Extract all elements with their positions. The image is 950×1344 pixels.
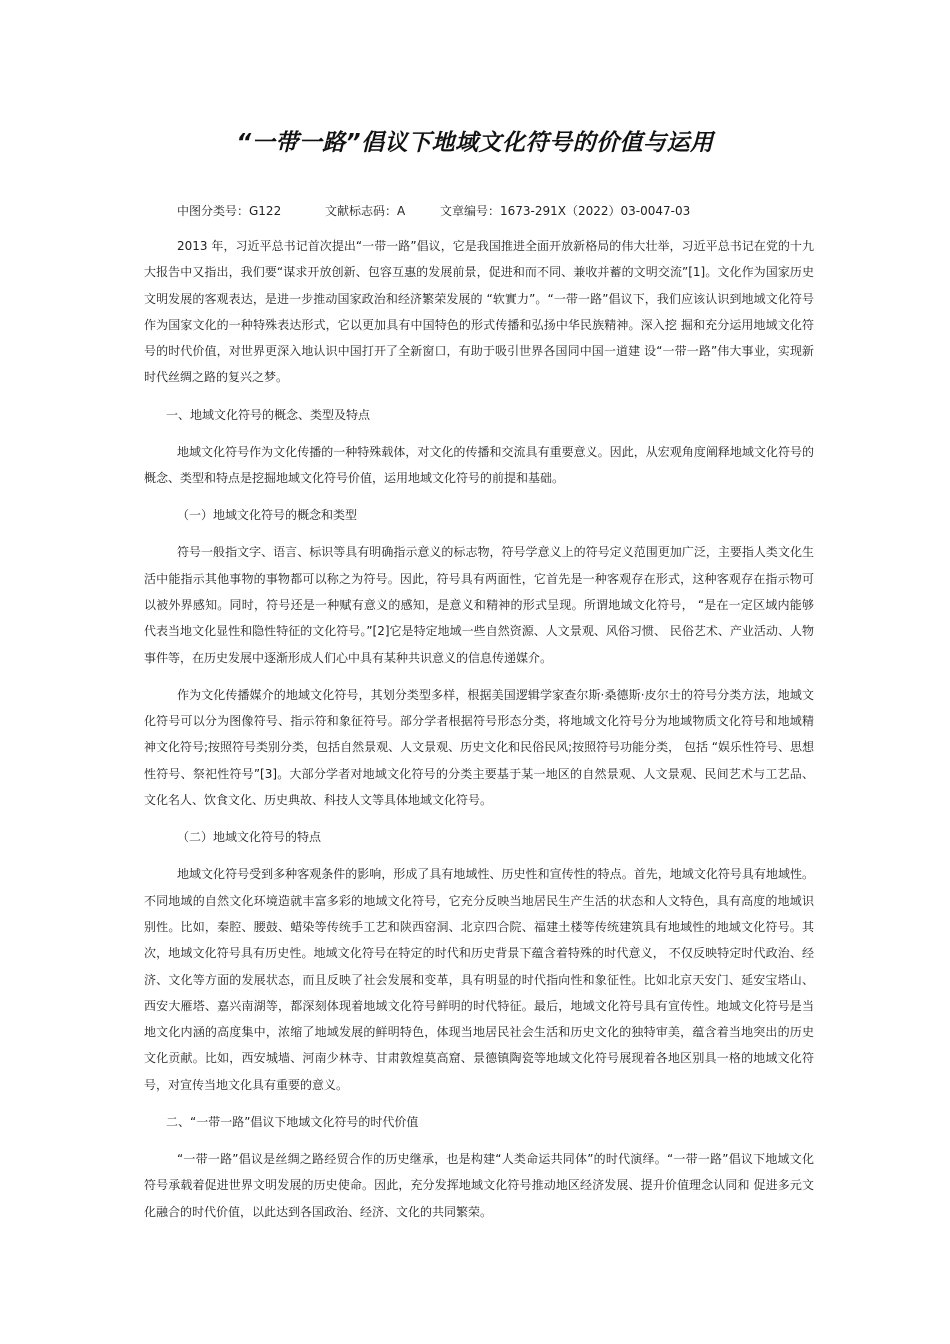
section-1-lead: 地域文化符号作为文化传播的一种特殊载体，对文化的传播和交流具有重要意义。因此，从宏观角度阐释地域文化符号的概念、类型和特点是挖掘地域文化符号价值，运用地域文化符号的前提和基础。 [144, 444, 814, 486]
section-1-heading: 一、地域文化符号的概念、类型及特点 [166, 407, 371, 422]
document-code: 文献标志码：A [325, 204, 406, 218]
article-meta [177, 202, 690, 219]
clc-number: 中图分类号：G122 [177, 204, 282, 218]
section-2-lead: “一带一路”倡议是丝绸之路经贸合作的历史继承，也是构建“人类命运共同体”的时代演绎。“一带一路”倡议下地域文化符号承载着促进世界文明发展的历史使命。因此，充分发挥地域文化符号推动地区经济发展、提升价值理念认同和 促进多元文化融合的时代价值，以此达到各国政治、经济、文化的共同繁荣。 [144, 1152, 814, 1219]
article-number: 文章编号：1673-291X（2022）03-0047-03 [440, 204, 691, 218]
section-2-heading: 二、“一带一路”倡议下地域文化符号的时代价值 [166, 1115, 419, 1130]
subsection-2-heading: （二）地域文化符号的特点 [177, 830, 322, 845]
article-title: “一带一路”倡议下地域文化符号的价值与运用 [236, 130, 714, 156]
intro-paragraph: 2013 年，习近平总书记首次提出“一带一路”倡议，它是我国推进全面开放新格局的伟大壮举，习近平总书记在党的十九大报告中又指出，我们要“谋求开放创新、包容互惠的发展前景，促进和而不同、兼收并蓄的文明交流”[1]。文化作为国家历史文明发展的客观表达，是进一步推动国家政治和经济繁荣发展的 “软實力”。“一带一路”倡议下，我们应该认识到地域文化符号作为国家文化的一种特殊表达形式，它以更加具有中国特色的形式传播和弘扬中华民族精神。深入挖 掘和充分运用地域文化符号的时代价值，对世界更深入地认识中国打开了全新窗口，有助于吸引世界各国同中国一道建 设“一带一路”伟大事业，实现新时代丝绸之路的复兴之梦。 [144, 239, 814, 385]
subsection-2-paragraph-1: 地域文化符号受到多种客观条件的影响，形成了具有地域性、历史性和宣传性的特点。首先，地域文化符号具有地域性。不同地域的自然文化环境造就丰富多彩的地域文化符号，它充分反映当地居民生产生活的状态和人文特色，具有高度的地域识别性。比如，秦腔、腰鼓、蜡染等传统手工艺和陕西窑洞、北京四合院、福建土楼等传统建筑具有地域性的地域文化符号。其次，地域文化符号具有历史性。地域文化符号在特定的时代和历史背景下蕴含着特殊的时代意义， 不仅反映特定时代政治、经济、文化等方面的发展状态，而且反映了社会发展和变革，具有明显的时代指向性和象征性。比如北京天安门、延安宝塔山、西安大雁塔、嘉兴南湖等，都深刻体现着地域文化符号鲜明的时代特征。最后，地域文化符号具有宣传性。地域文化符号是当地文化内涵的高度集中，浓缩了地域发展的鲜明特色，体现当地居民社会生活和历史文化的独特审美，蕴含着当地突出的历史文化贡献。比如，西安城墙、河南少林寺、甘肃敦煌莫高窟、景德镇陶瓷等地域文化符号展现着各地区别具一格的地域文化符号，对宣传当地文化具有重要的意义。 [144, 867, 814, 1092]
subsection-1-paragraph-1: 符号一般指文字、语言、标识等具有明确指示意义的标志物，符号学意义上的符号定义范围更加广泛，主要指人类文化生活中能指示其他事物的事物都可以称之为符号。因此，符号具有两面性，它首先是一种客观存在形式，这种客观存在指示物可以被外界感知。同时，符号还是一种赋有意义的感知，是意义和精神的形式呈现。所谓地域文化符号， “是在一定区域内能够代表当地文化显性和隐性特征的文化符号。”[2]它是特定地域一些自然资源、人文景观、风俗习惯、 民俗艺术、产业活动、人物事件等，在历史发展中逐渐形成人们心中具有某种共识意义的信息传递媒介。 [144, 545, 814, 665]
subsection-1-paragraph-2: 作为文化传播媒介的地域文化符号，其划分类型多样，根据美国逻辑学家查尔斯·桑德斯·皮尔士的符号分类方法，地域文化符号可以分为图像符号、指示符和象征符号。部分学者根据符号形态分类，将地域文化符号分为地域物质文化符号和地域精神文化符号;按照符号类别分类，包括自然景观、人文景观、历史文化和民俗民风;按照符号功能分类， 包括 “娱乐性符号、思想性符号、祭祀性符号”[3]。大部分学者对地域文化符号的分类主要基于某一地区的自然景观、人文景观、民间艺术与工艺品、文化名人、饮食文化、历史典故、科技人文等具体地域文化符号。 [144, 687, 814, 808]
article-body [144, 233, 814, 1225]
subsection-1-heading: （一）地域文化符号的概念和类型 [177, 508, 358, 523]
